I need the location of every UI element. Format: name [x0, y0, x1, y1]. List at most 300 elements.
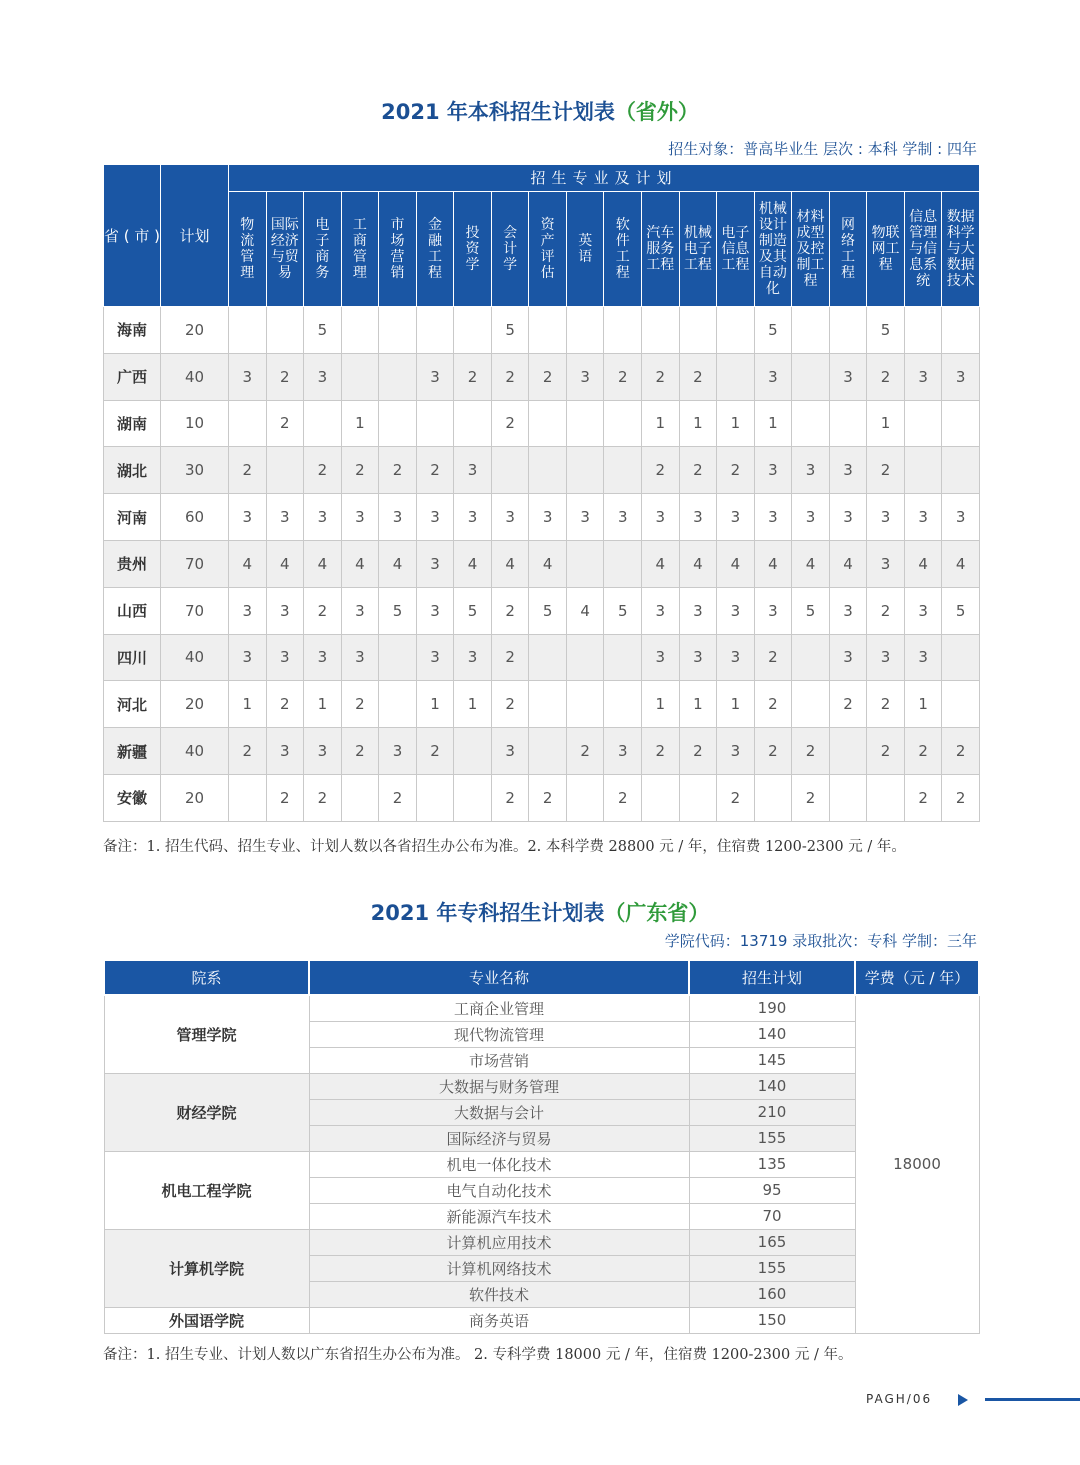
quota-cell: 4: [679, 540, 717, 587]
quota-cell: 2: [904, 774, 942, 821]
header-major: 国际 经济 与贸 易: [266, 192, 304, 307]
quota-cell: 5: [379, 587, 417, 634]
table-row: [104, 634, 980, 681]
quota-cell: 3: [491, 728, 529, 775]
quota-cell: 2: [717, 447, 755, 494]
header-major: 数据 科学 与大 数据 技术: [942, 192, 980, 307]
header-major: 网 络 工 程: [829, 192, 867, 307]
quota-cell: 5: [529, 587, 567, 634]
header-major: 机械 电子 工程: [679, 192, 717, 307]
quota-cell: 2: [341, 447, 379, 494]
enroll-plan-cell: 155: [689, 1255, 855, 1281]
quota-cell: 3: [642, 494, 680, 541]
quota-cell: [604, 307, 642, 354]
quota-cell: 1: [341, 400, 379, 447]
quota-cell: 3: [416, 634, 454, 681]
quota-cell: 4: [642, 540, 680, 587]
quota-cell: 2: [229, 447, 267, 494]
table-row: [104, 774, 980, 821]
quota-cell: 2: [529, 353, 567, 400]
quota-cell: 3: [717, 634, 755, 681]
quota-cell: 3: [642, 587, 680, 634]
enroll-plan-cell: 190: [689, 995, 855, 1021]
quota-cell: 3: [566, 494, 604, 541]
header-major: 机械 设计 制造 及其 自动 化: [754, 192, 792, 307]
quota-cell: [566, 634, 604, 681]
quota-cell: 2: [642, 447, 680, 494]
quota-cell: 1: [229, 681, 267, 728]
quota-cell: 1: [754, 400, 792, 447]
header-tuition: 学费（元 / 年）: [855, 960, 979, 995]
department-cell: 外国语学院: [104, 1307, 309, 1333]
header-major: 电子 信息 工程: [717, 192, 755, 307]
quota-cell: 4: [754, 540, 792, 587]
quota-cell: 2: [942, 774, 980, 821]
quota-cell: 2: [942, 728, 980, 775]
quota-cell: 5: [304, 307, 342, 354]
quota-cell: [341, 353, 379, 400]
quota-cell: 3: [416, 587, 454, 634]
quota-cell: [454, 400, 492, 447]
quota-cell: 3: [304, 494, 342, 541]
province-cell: 新疆: [104, 728, 161, 775]
quota-cell: 2: [266, 400, 304, 447]
quota-cell: 5: [454, 587, 492, 634]
plan-cell: 60: [161, 494, 229, 541]
enroll-plan-cell: 150: [689, 1307, 855, 1333]
quota-cell: 3: [491, 494, 529, 541]
quota-cell: [604, 540, 642, 587]
quota-cell: [229, 774, 267, 821]
header-major: 汽车 服务 工程: [642, 192, 680, 307]
enroll-plan-cell: 140: [689, 1021, 855, 1047]
quota-cell: 2: [266, 774, 304, 821]
quota-cell: 2: [754, 728, 792, 775]
quota-cell: 2: [754, 681, 792, 728]
major-name-cell: 市场营销: [309, 1047, 689, 1073]
quota-cell: 3: [754, 587, 792, 634]
quota-cell: 3: [229, 494, 267, 541]
quota-cell: [867, 774, 905, 821]
quota-cell: 4: [491, 540, 529, 587]
table-row: [104, 1073, 979, 1099]
province-cell: 广西: [104, 353, 161, 400]
table-row: [104, 353, 980, 400]
enroll-plan-cell: 145: [689, 1047, 855, 1073]
undergrad-subtitle: 招生对象：普高毕业生 层次 : 本科 学制 : 四年: [668, 140, 977, 158]
header-major: 会 计 学: [491, 192, 529, 307]
quota-cell: [379, 681, 417, 728]
quota-cell: [566, 307, 604, 354]
major-name-cell: 计算机应用技术: [309, 1229, 689, 1255]
quota-cell: [904, 307, 942, 354]
quota-cell: 3: [266, 587, 304, 634]
quota-cell: 2: [867, 728, 905, 775]
quota-cell: 2: [904, 728, 942, 775]
quota-cell: 3: [229, 587, 267, 634]
quota-cell: [566, 774, 604, 821]
quota-cell: 2: [604, 774, 642, 821]
header-major: 市 场 营 销: [379, 192, 417, 307]
major-name-cell: 现代物流管理: [309, 1021, 689, 1047]
quota-cell: [904, 400, 942, 447]
quota-cell: 2: [754, 634, 792, 681]
quota-cell: 2: [491, 681, 529, 728]
quota-cell: 3: [904, 494, 942, 541]
plan-cell: 10: [161, 400, 229, 447]
quota-cell: 4: [942, 540, 980, 587]
quota-cell: 3: [379, 728, 417, 775]
quota-cell: 3: [829, 634, 867, 681]
quota-cell: 2: [491, 587, 529, 634]
province-cell: 安徽: [104, 774, 161, 821]
quota-cell: [529, 400, 567, 447]
enroll-plan-cell: 95: [689, 1177, 855, 1203]
quota-cell: 2: [867, 353, 905, 400]
quota-cell: [379, 353, 417, 400]
quota-cell: [416, 400, 454, 447]
college-note: 备注：1. 招生专业、计划人数以广东省招生办公布为准。 2. 专科学费 18000 元 / 年，住宿费 1200-2300 元 / 年。: [103, 1347, 853, 1363]
quota-cell: [454, 774, 492, 821]
quota-cell: 5: [604, 587, 642, 634]
plan-cell: 20: [161, 681, 229, 728]
quota-cell: 3: [304, 728, 342, 775]
quota-cell: 3: [829, 447, 867, 494]
quota-cell: 5: [867, 307, 905, 354]
department-cell: 财经学院: [104, 1073, 309, 1151]
quota-cell: [341, 774, 379, 821]
quota-cell: 2: [341, 728, 379, 775]
footer-divider: [985, 1398, 1080, 1401]
plan-cell: 40: [161, 634, 229, 681]
quota-cell: [529, 728, 567, 775]
quota-cell: 4: [454, 540, 492, 587]
quota-cell: 2: [454, 353, 492, 400]
quota-cell: 3: [867, 540, 905, 587]
header-major: 工 商 管 理: [341, 192, 379, 307]
quota-cell: [341, 307, 379, 354]
table-row: [104, 728, 980, 775]
quota-cell: [642, 307, 680, 354]
quota-cell: [529, 447, 567, 494]
department-cell: 计算机学院: [104, 1229, 309, 1307]
enroll-plan-cell: 210: [689, 1099, 855, 1125]
header-major: 电 子 商 务: [304, 192, 342, 307]
quota-cell: 3: [679, 634, 717, 681]
plan-cell: 40: [161, 728, 229, 775]
quota-cell: 2: [679, 353, 717, 400]
quota-cell: [942, 307, 980, 354]
quota-cell: 1: [867, 400, 905, 447]
header-major: 物 流 管 理: [229, 192, 267, 307]
quota-cell: 3: [341, 494, 379, 541]
quota-cell: 2: [416, 447, 454, 494]
quota-cell: 2: [867, 447, 905, 494]
quota-cell: 3: [904, 634, 942, 681]
major-name-cell: 商务英语: [309, 1307, 689, 1333]
enroll-plan-cell: 70: [689, 1203, 855, 1229]
quota-cell: 2: [379, 774, 417, 821]
quota-cell: [529, 681, 567, 728]
table-row: [104, 995, 979, 1021]
header-major: 物联 网工 程: [867, 192, 905, 307]
page-number: PAGH/06: [866, 1392, 933, 1406]
header-department: 院系: [104, 960, 309, 995]
quota-cell: 3: [379, 494, 417, 541]
major-name-cell: 大数据与会计: [309, 1099, 689, 1125]
quota-cell: 2: [416, 728, 454, 775]
quota-cell: [454, 307, 492, 354]
quota-cell: 3: [792, 447, 830, 494]
quota-cell: 2: [604, 353, 642, 400]
quota-cell: 2: [867, 587, 905, 634]
table-row: [104, 307, 980, 354]
quota-cell: [304, 400, 342, 447]
plan-cell: 70: [161, 587, 229, 634]
major-name-cell: 电气自动化技术: [309, 1177, 689, 1203]
tuition-cell: 18000: [855, 995, 979, 1333]
undergrad-title: 2021 年本科招生计划表（省外）: [381, 100, 699, 124]
quota-cell: [566, 681, 604, 728]
quota-cell: 2: [792, 774, 830, 821]
quota-cell: 3: [679, 587, 717, 634]
quota-cell: 2: [304, 587, 342, 634]
quota-cell: 4: [566, 587, 604, 634]
major-name-cell: 新能源汽车技术: [309, 1203, 689, 1229]
quota-cell: 3: [867, 494, 905, 541]
quota-cell: [566, 447, 604, 494]
quota-cell: [792, 307, 830, 354]
enroll-plan-cell: 140: [689, 1073, 855, 1099]
quota-cell: [266, 307, 304, 354]
quota-cell: 2: [642, 353, 680, 400]
quota-cell: [829, 774, 867, 821]
major-name-cell: 机电一体化技术: [309, 1151, 689, 1177]
quota-cell: 1: [679, 681, 717, 728]
quota-cell: 1: [717, 681, 755, 728]
province-cell: 海南: [104, 307, 161, 354]
quota-cell: 2: [717, 774, 755, 821]
quota-cell: 5: [792, 587, 830, 634]
quota-cell: 1: [454, 681, 492, 728]
quota-cell: [792, 681, 830, 728]
quota-cell: 1: [717, 400, 755, 447]
header-major: 材料 成型 及控 制工 程: [792, 192, 830, 307]
quota-cell: 3: [867, 634, 905, 681]
quota-cell: 2: [679, 728, 717, 775]
quota-cell: [642, 774, 680, 821]
quota-cell: [379, 634, 417, 681]
quota-cell: [829, 307, 867, 354]
quota-cell: 2: [304, 774, 342, 821]
quota-cell: [717, 307, 755, 354]
quota-cell: [942, 447, 980, 494]
quota-cell: 3: [529, 494, 567, 541]
header-major: 英 语: [566, 192, 604, 307]
quota-cell: [379, 307, 417, 354]
quota-cell: [529, 307, 567, 354]
college-subtitle: 学院代码：13719 录取批次：专科 学制：三年: [664, 932, 977, 950]
quota-cell: 3: [454, 447, 492, 494]
plan-cell: 30: [161, 447, 229, 494]
quota-cell: 2: [491, 400, 529, 447]
quota-cell: 3: [942, 353, 980, 400]
quota-cell: 5: [491, 307, 529, 354]
table-row: [104, 1307, 979, 1333]
quota-cell: 3: [304, 634, 342, 681]
quota-cell: 3: [304, 353, 342, 400]
quota-cell: [754, 774, 792, 821]
header-major: 投 资 学: [454, 192, 492, 307]
quota-cell: [792, 634, 830, 681]
quota-cell: 1: [416, 681, 454, 728]
quota-cell: 2: [379, 447, 417, 494]
quota-cell: 4: [304, 540, 342, 587]
quota-cell: 2: [266, 681, 304, 728]
header-major-name: 专业名称: [309, 960, 689, 995]
quota-cell: 3: [904, 353, 942, 400]
quota-cell: 3: [266, 634, 304, 681]
department-cell: 机电工程学院: [104, 1151, 309, 1229]
table-row: [104, 540, 980, 587]
college-plan-table: [103, 959, 980, 1334]
quota-cell: 4: [829, 540, 867, 587]
quota-cell: 3: [717, 494, 755, 541]
province-cell: 湖南: [104, 400, 161, 447]
plan-cell: 20: [161, 307, 229, 354]
major-name-cell: 计算机网络技术: [309, 1255, 689, 1281]
quota-cell: 2: [491, 634, 529, 681]
quota-cell: 4: [341, 540, 379, 587]
enroll-plan-cell: 135: [689, 1151, 855, 1177]
quota-cell: 3: [829, 587, 867, 634]
enroll-plan-cell: 165: [689, 1229, 855, 1255]
quota-cell: 3: [604, 728, 642, 775]
quota-cell: [229, 307, 267, 354]
quota-cell: 3: [829, 353, 867, 400]
quota-cell: 2: [341, 681, 379, 728]
quota-cell: [904, 447, 942, 494]
quota-cell: [266, 447, 304, 494]
quota-cell: 3: [454, 634, 492, 681]
quota-cell: 5: [942, 587, 980, 634]
quota-cell: 3: [717, 728, 755, 775]
quota-cell: [717, 353, 755, 400]
college-title: 2021 年专科招生计划表（广东省）: [370, 901, 710, 925]
quota-cell: 2: [529, 774, 567, 821]
quota-cell: 3: [416, 540, 454, 587]
header-major: 金 融 工 程: [416, 192, 454, 307]
quota-cell: 1: [304, 681, 342, 728]
department-cell: 管理学院: [104, 995, 309, 1073]
quota-cell: 4: [229, 540, 267, 587]
quota-cell: 3: [266, 728, 304, 775]
quota-cell: [829, 728, 867, 775]
quota-cell: 4: [379, 540, 417, 587]
quota-cell: [604, 681, 642, 728]
quota-cell: 2: [642, 728, 680, 775]
header-major: 软 件 工 程: [604, 192, 642, 307]
quota-cell: [679, 774, 717, 821]
quota-cell: [679, 307, 717, 354]
quota-cell: 3: [942, 494, 980, 541]
province-cell: 河北: [104, 681, 161, 728]
quota-cell: [604, 400, 642, 447]
quota-cell: 3: [829, 494, 867, 541]
table-row: [104, 1229, 979, 1255]
enroll-plan-cell: 155: [689, 1125, 855, 1151]
quota-cell: 4: [792, 540, 830, 587]
table-row: [104, 1151, 979, 1177]
undergrad-note: 备注：1. 招生代码、招生专业、计划人数以各省招生办公布为准。2. 本科学费 28800 元 / 年，住宿费 1200-2300 元 / 年。: [103, 839, 906, 855]
quota-cell: [604, 634, 642, 681]
quota-cell: 3: [754, 353, 792, 400]
quota-cell: [416, 307, 454, 354]
page-arrow-icon: [958, 1394, 968, 1406]
major-name-cell: 工商企业管理: [309, 995, 689, 1021]
quota-cell: 3: [679, 494, 717, 541]
quota-cell: 2: [304, 447, 342, 494]
table-row: [104, 587, 980, 634]
quota-cell: [529, 634, 567, 681]
quota-cell: [942, 400, 980, 447]
quota-cell: 3: [416, 494, 454, 541]
quota-cell: 2: [679, 447, 717, 494]
quota-cell: 3: [341, 587, 379, 634]
table-row: [104, 681, 980, 728]
enroll-plan-cell: 160: [689, 1281, 855, 1307]
quota-cell: 3: [754, 494, 792, 541]
quota-cell: [379, 400, 417, 447]
plan-cell: 20: [161, 774, 229, 821]
quota-cell: 4: [529, 540, 567, 587]
table-row: [104, 447, 980, 494]
quota-cell: 2: [491, 353, 529, 400]
header-province: 省 ( 市 ): [104, 165, 161, 307]
province-cell: 湖北: [104, 447, 161, 494]
quota-cell: 2: [229, 728, 267, 775]
quota-cell: 3: [754, 447, 792, 494]
quota-cell: 1: [679, 400, 717, 447]
major-name-cell: 国际经济与贸易: [309, 1125, 689, 1151]
quota-cell: 1: [904, 681, 942, 728]
quota-cell: 5: [754, 307, 792, 354]
quota-cell: [566, 540, 604, 587]
header-major: 资 产 评 估: [529, 192, 567, 307]
quota-cell: 3: [717, 587, 755, 634]
header-major-group: 招生专业及计划: [229, 165, 980, 192]
header-enroll-plan: 招生计划: [689, 960, 855, 995]
quota-cell: 4: [904, 540, 942, 587]
quota-cell: [491, 447, 529, 494]
quota-cell: 3: [454, 494, 492, 541]
quota-cell: 3: [266, 494, 304, 541]
province-cell: 四川: [104, 634, 161, 681]
quota-cell: 1: [642, 681, 680, 728]
header-plan: 计划: [161, 165, 229, 307]
table-row: [104, 400, 980, 447]
quota-cell: 3: [604, 494, 642, 541]
quota-cell: [792, 353, 830, 400]
plan-cell: 70: [161, 540, 229, 587]
province-cell: 贵州: [104, 540, 161, 587]
quota-cell: 3: [229, 353, 267, 400]
quota-cell: 2: [491, 774, 529, 821]
major-name-cell: 软件技术: [309, 1281, 689, 1307]
quota-cell: 3: [416, 353, 454, 400]
province-cell: 山西: [104, 587, 161, 634]
quota-cell: [566, 400, 604, 447]
